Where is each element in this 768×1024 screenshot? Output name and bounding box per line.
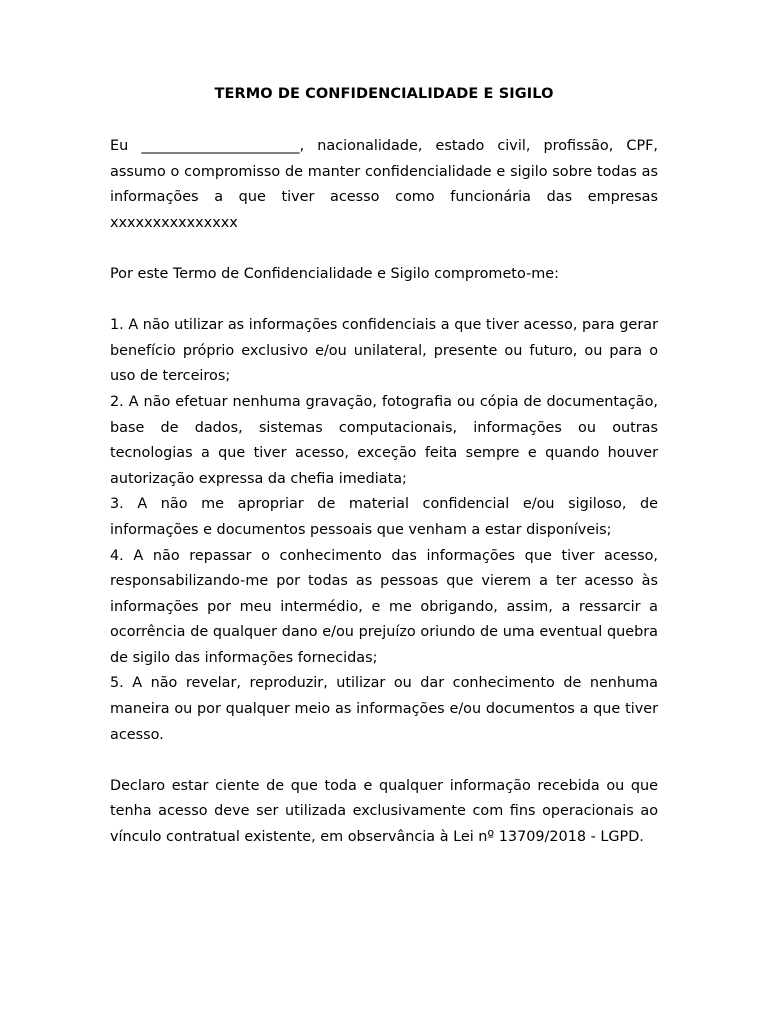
declaration-paragraph: Declaro estar ciente de que toda e qualquer informação recebida ou que tenha acesso deve ser utilizada exclusivamente com fins operacionais ao vínculo contratual existente, em observância à Lei nº 13709/2018 - LGPD. <box>110 777 658 846</box>
list-item-4: 4. A não repassar o conhecimento das informações que tiver acesso, responsabilizando-me por todas as pessoas que vierem a ter acesso às informações por meu intermédio, e me obrigando, assim, a ressarcir a ocorrência de qualquer dano e/ou prejuízo oriundo de uma eventual quebra de sigilo das informações fornecidas; <box>110 547 658 666</box>
list-item-2: 2. A não efetuar nenhuma gravação, fotografia ou cópia de documentação, base de dados, sistemas computacionais, informações ou outras tecnologias a que tiver acesso, exceção feita sempre e quando houver autorização expressa da chefia imediata; <box>110 393 658 487</box>
list-item-3: 3. A não me apropriar de material confidencial e/ou sigiloso, de informações e documentos pessoais que venham a estar disponíveis; <box>110 496 658 538</box>
document-title: TERMO DE CONFIDENCIALIDADE E SIGILO <box>214 86 554 102</box>
list-item-1: 1. A não utilizar as informações confidenciais a que tiver acesso, para gerar benefício próprio exclusivo e/ou unilateral, presente ou futuro, ou para o uso de terceiros; <box>110 317 658 385</box>
document-body <box>110 134 658 851</box>
list-item-5: 5. A não revelar, reproduzir, utilizar ou dar conhecimento de nenhuma maneira ou por qualquer meio as informações e/ou documentos a que tiver acesso. <box>110 675 658 743</box>
commitment-heading: Por este Termo de Confidencialidade e Sigilo comprometo-me: <box>110 265 559 282</box>
intro-paragraph: Eu ______________________, nacionalidade, estado civil, profissão, CPF, assumo o compromisso de manter confidencialidade e sigilo sobre todas as informações a que tiver acesso como funcionária das empresas xxxxxxxxxxxxxxx <box>110 138 658 231</box>
